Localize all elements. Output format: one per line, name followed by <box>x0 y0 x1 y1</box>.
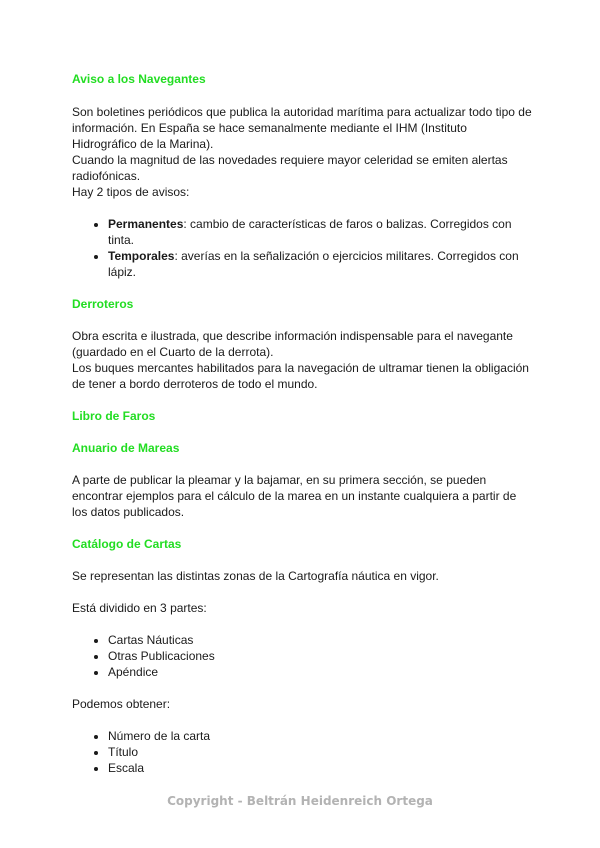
catalogo-obtain-list <box>72 728 534 776</box>
catalogo-paragraph-1: Se representan las distintas zonas de la Cartografía náutica en vigor. <box>72 569 439 583</box>
heading-catalogo: Catálogo de Cartas <box>72 537 182 551</box>
desc-temporales: : averías en la señalización o ejercicios militares. Corregidos con lápiz. <box>108 249 519 279</box>
term-permanentes: Permanentes <box>108 217 184 231</box>
derroteros-paragraph-1: Obra escrita e ilustrada, que describe información indispensable para el navegante (guardado en el Cuarto de la derrota). <box>72 329 513 359</box>
aviso-paragraph-1: Son boletines periódicos que publica la autoridad marítima para actualizar todo tipo de información. En España se hace semanalmente mediante el IHM (Instituto Hidrográfico de la Marina). <box>72 105 532 151</box>
aviso-paragraph-3: Hay 2 tipos de avisos: <box>72 185 190 199</box>
aviso-paragraph-2: Cuando la magnitud de las novedades requiere mayor celeridad se emiten alertas radiofónicas. <box>72 153 508 183</box>
list-item: • Cartas Náuticas <box>108 632 534 648</box>
list-item: • Número de la carta <box>108 728 534 744</box>
heading-derroteros: Derroteros <box>72 297 134 311</box>
desc-permanentes: : cambio de características de faros o balizas. Corregidos con tinta. <box>108 217 512 247</box>
derroteros-paragraph-2: Los buques mercantes habilitados para la navegación de ultramar tienen la obligación de tener a bordo derroteros de todo el mundo. <box>72 361 529 391</box>
list-item <box>108 248 534 280</box>
catalogo-parts-list <box>72 632 534 680</box>
copyright-footer: Copyright - Beltrán Heidenreich Ortega <box>167 794 433 808</box>
aviso-types-list <box>72 216 534 280</box>
list-item: • Apéndice <box>108 664 534 680</box>
list-item: • Escala <box>108 760 534 776</box>
heading-libro-faros: Libro de Faros <box>72 409 156 423</box>
anuario-paragraph: A parte de publicar la pleamar y la bajamar, en su primera sección, se pueden encontrar ejemplos para el cálculo de la marea en un instante cualquiera a partir de los datos publicados. <box>72 473 517 519</box>
list-item: • Título <box>108 744 534 760</box>
list-item: • Otras Publicaciones <box>108 648 534 664</box>
catalogo-paragraph-3: Podemos obtener: <box>72 697 171 711</box>
list-item <box>108 216 534 248</box>
catalogo-paragraph-2: Está dividido en 3 partes: <box>72 601 207 615</box>
heading-anuario: Anuario de Mareas <box>72 441 180 455</box>
heading-aviso: Aviso a los Navegantes <box>72 72 206 86</box>
term-temporales: Temporales <box>108 249 175 263</box>
document-body <box>72 71 534 776</box>
